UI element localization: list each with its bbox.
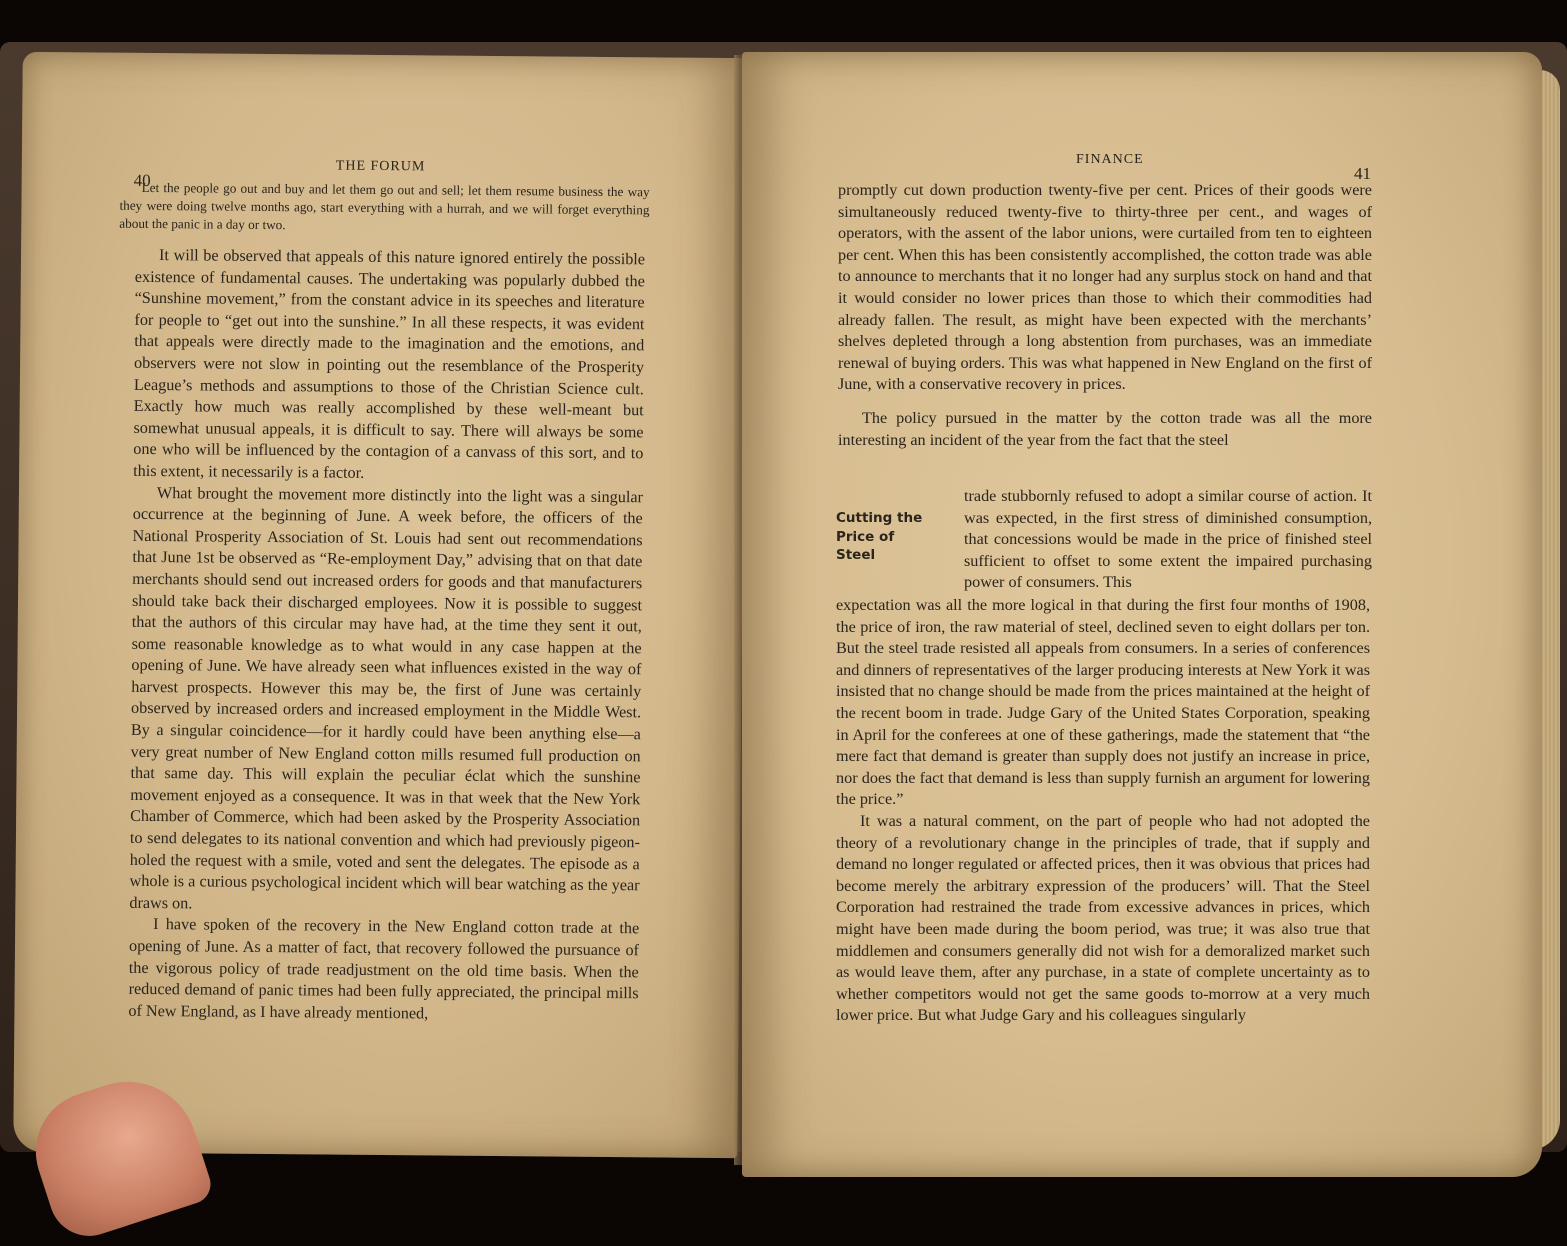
- side-note-line: Cutting the: [836, 510, 923, 526]
- side-note: [836, 509, 946, 565]
- left-body-text: [128, 245, 645, 1027]
- paragraph: expectation was all the more logical in that during the first four months of 1908, the price of iron, the raw material of steel, declined seven to eight dollars per ton. But the steel trade resisted all appeals from consumers. In a series of conferences and dinners of representatives of the larger producing interests at New York it was insisted that no change should be made from the prices maintained at the height of the recent boom in trade. Judge Gary of the United States Corporation, speaking in April for the conferees at one of these gatherings, made the statement that “the mere fact that demand is greater than supply does not justify an increase in price, nor does the fact that demand is less than supply furnish an argument for lowering the price.”: [836, 596, 1370, 809]
- paragraph: What brought the movement more distinctly into the light was a singular occurrence at the beginning of June. A week before, the officers of the National Prosperity Association of St. Louis had sent out recommendations that June 1st be observed as “Re-employment Day,” advising that on that date merchants should send out increased orders for goods and that manufacturers should take back their discharged employees. Now it is possible to suggest that the authors of this circular may have had, at the time they sent it out, some reasonable knowledge as to what would in any case happen at the opening of June. We have already seen what influences existed in the way of harvest prospects. However this may be, the first of June was certainly observed by increased orders and increased employment in the Middle West. By a singular coincidence—for it hardly could have been anything else—a very great number of New England cotton mills resumed full production on that same day. This will explain the peculiar éclat which the sunshine movement enjoyed as a consequence. It was in that week that the New York Chamber of Commerce, which had been asked by the Prosperity Association to send delegates to its national convention and which had previously pigeon-holed the request with a smile, voted and sent the delegates. The episode as a whole is a curious psychological incident which will bear watching as the year draws on.: [129, 483, 644, 913]
- side-note-line: Steel: [836, 547, 876, 563]
- right-page: [742, 52, 1542, 1177]
- paragraph: It was a natural comment, on the part of people who had not adopted the theory of a revolutionary change in the principles of trade, that if supply and demand no longer regulated or affected prices, then it was obvious that prices had become merely the arbitrary expression of the producers’ will. That the Steel Corporation had restrained the trade from excessive advances in prices, which might have been made during the boom period, was true; it was also true that middlemen and consumers generally did not wish for a demoralized market such as would leave them, after any purchase, in a state of complete uncertainty as to whether competitors would not get the same goods to-morrow at a very much lower price. But what Judge Gary and his colleagues singularly: [836, 811, 1370, 1025]
- quote-text: Let the people go out and buy and let them go out and sell; let them resume business the way they were doing twelve months ago, start everything with a hurrah, and we will forget everything about the panic in a day or two.: [119, 179, 650, 233]
- right-body-bottom: [836, 595, 1370, 1027]
- paragraph-wrapped: trade stubbornly refused to adopt a similar course of action. It was expected, in the first stress of diminished consumption, that concessions would be made in the price of finished steel sufficient to offset to some extent the impaired purchasing power of consumers. This: [964, 487, 1372, 592]
- right-body-wrapped: [964, 486, 1372, 594]
- page-number-left: 40: [133, 170, 151, 190]
- right-body-top: [838, 180, 1372, 451]
- side-note-line: Price of: [836, 528, 895, 545]
- paragraph-lead: The policy pursued in the matter by the cotton trade was all the more interesting an incident of the year from the fact that the steel: [838, 408, 1372, 449]
- running-head-left: THE FORUM: [335, 158, 426, 175]
- running-head-right: FINANCE: [1076, 152, 1144, 167]
- epigraph-quote: [119, 179, 649, 238]
- paragraph: I have spoken of the recovery in the New England cotton trade at the opening of June. As a matter of fact, that recovery followed the pursuance of the vigorous policy of trade readjustment on the old time basis. When the reduced demand of panic times had been fully appreciated, the principal mills of New England, as I have already mentioned,: [128, 915, 640, 1023]
- left-page: [13, 52, 747, 1158]
- page-number-right: 41: [1354, 164, 1371, 183]
- paragraph: It will be observed that appeals of this nature ignored entirely the possible existence of fundamental causes. The undertaking was popularly dubbed the “Sunshine movement,” from the constant advice in its speeches and literature for people to “get out into the sunshine.” In all these respects, it was evident that appeals were directly made to the imagination and the emotions, and observers were not slow in pointing out the resemblance of the Prosperity League’s methods and assumptions to those of the Christian Science cult. Exactly how much was really accomplished by these well-meant but somewhat unusual appeals, it is difficult to say. There will always be some one who will be influenced by the contagion of a canvass of this sort, and to this extent, it necessarily is a factor.: [133, 246, 646, 482]
- paragraph: promptly cut down production twenty-five per cent. Prices of their goods were simultaneously reduced twenty-five to thirty-three per cent., and wages of operators, with the assent of the labor unions, were curtailed from ten to eighteen per cent. When this has been consistently accomplished, the cotton trade was able to announce to merchants that it no longer had any surplus stock on hand and that it would consider no lower prices than those to which their commodities had already fallen. The result, as might have been expected with the merchants’ shelves depleted through a long abstention from purchases, was an immediate renewal of buying orders. This was what happened in New England on the first of June, with a conservative recovery in prices.: [838, 181, 1372, 394]
